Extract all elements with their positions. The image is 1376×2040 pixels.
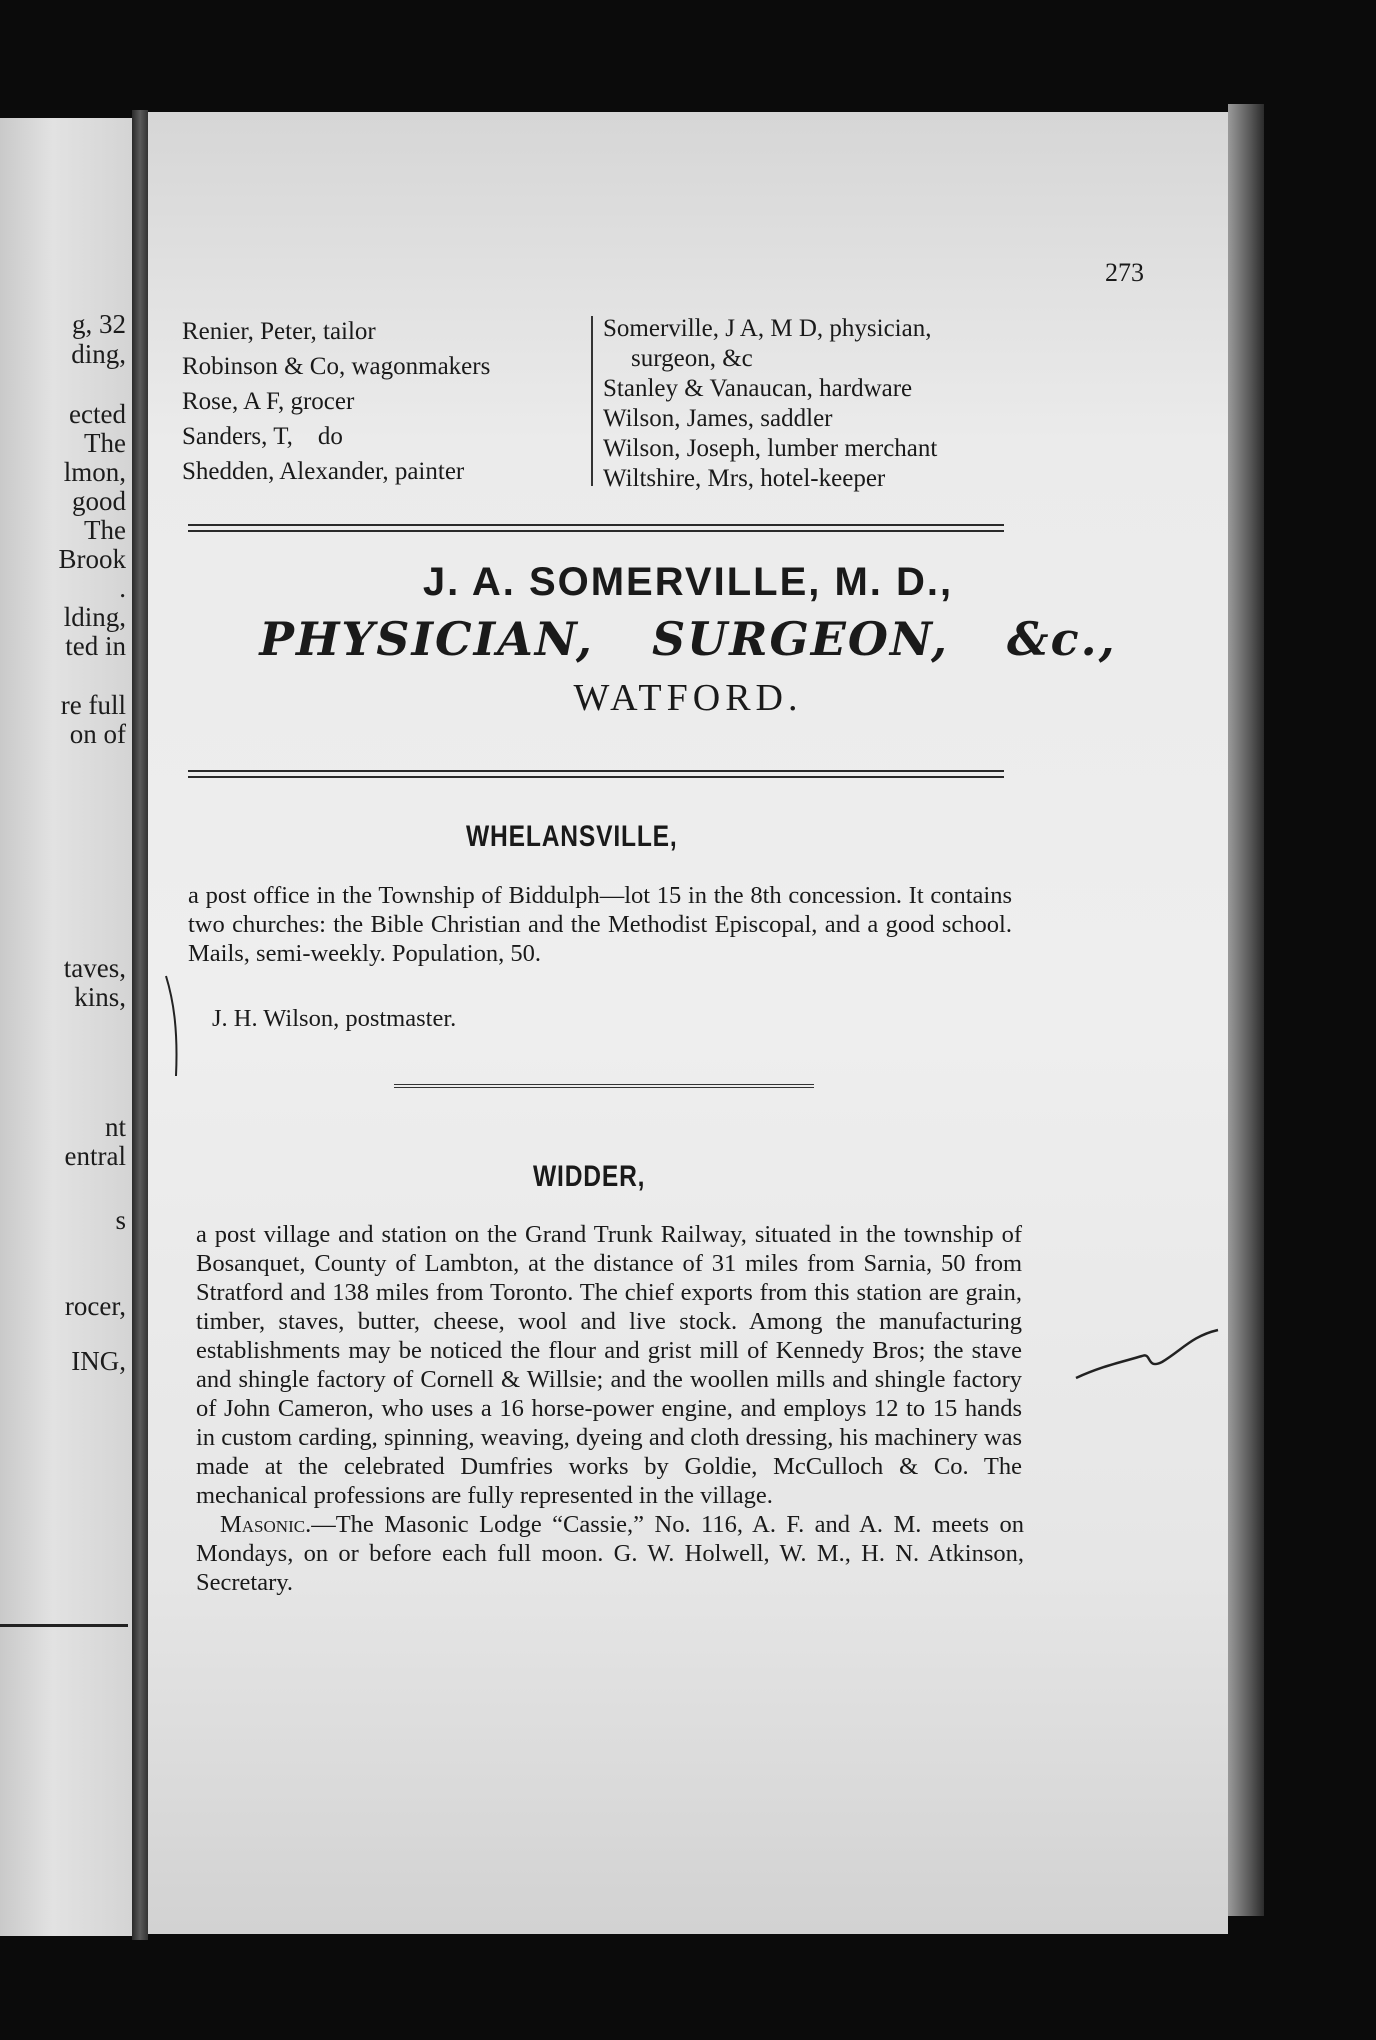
left-fragment-text: rocer, <box>64 1291 126 1321</box>
masonic-label: Masonic. <box>220 1511 312 1538</box>
left-fragment-text: . <box>119 573 126 603</box>
masonic-text: —The Masonic Lodge “Cassie,” No. 116, A. F. and A. M. meets on Mondays, on or before each full moon. G. W. Holwell, W. M., H. N. Atkinson, Secretary. <box>196 1511 1024 1596</box>
left-fragment-text: Brook <box>58 544 126 574</box>
main-page <box>148 112 1228 1934</box>
left-fragment-text: kins, <box>74 982 126 1012</box>
directory-entry: Renier, Peter, tailor <box>182 318 376 345</box>
left-fragment-text: ected <box>69 399 126 429</box>
widder-description: a post village and station on the Grand Trunk Railway, situated in the township of Bosanquet, County of Lambton, at the distance of 31 miles from Sarnia, 50 from Stratford and 138 miles from Toronto. The chief exports from this station are grain, timber, staves, butter, cheese, wool and live stock. Among the manufacturing establishments may be noticed the flour and grist mill of Kennedy Bros; the stave and shingle factory of Cornell & Willsie; and the woollen mills and shingle factory of John Cameron, who uses a 16 horse-power engine, and employs 12 to 15 hands in custom carding, spinning, weaving, dyeing and cloth dressing, his machinery was made at the celebrated Dumfries works by Goldie, McCulloch & Co. The mechanical professions are fully represented in the village. <box>196 1221 1022 1509</box>
directory-entry: Rose, A F, grocer <box>182 388 355 415</box>
directory-entry: Wilson, James, saddler <box>603 405 833 432</box>
left-fragment-text: on of <box>69 719 126 749</box>
left-fragment-text: g, 32 <box>72 309 126 339</box>
whelansville-heading: WHELANSVILLE, <box>466 820 678 853</box>
directory-entry: Sanders, T, do <box>182 423 343 450</box>
directory-entry: Somerville, J A, M D, physician, <box>603 315 932 342</box>
left-fragment-text: s <box>115 1205 126 1235</box>
page-edge <box>1228 104 1264 1916</box>
directory-entry: Robinson & Co, wagonmakers <box>182 353 491 380</box>
widder-heading: WIDDER, <box>533 1160 646 1193</box>
directory-left-column <box>182 314 490 489</box>
page-number: 273 <box>1105 258 1144 287</box>
left-fragment-text: entral <box>64 1141 126 1171</box>
left-page-rule <box>0 1624 128 1627</box>
left-fragment-text: lmon, <box>63 457 126 487</box>
left-fragment-text: taves, <box>63 953 126 983</box>
left-fragment-text: nt <box>104 1112 126 1142</box>
left-fragment-text: ted in <box>65 631 126 661</box>
column-divider <box>591 316 593 486</box>
directory-entry: Wiltshire, Mrs, hotel-keeper <box>603 465 886 492</box>
section-rule <box>188 770 1004 778</box>
advertisement-name: J. A. SOMERVILLE, M. D., <box>422 560 954 604</box>
whelansville-description: a post office in the Township of Biddulph—lot 15 in the 8th concession. It contains two churches: the Bible Christian and the Methodist Episcopal, and a good school. Mails, semi-weekly. Population, 50. <box>188 882 1012 967</box>
pencil-scribble <box>1072 1326 1222 1386</box>
section-rule <box>188 524 1004 532</box>
advertisement-town: WATFORD. <box>573 677 803 719</box>
widder-masonic-paragraph <box>196 1510 1024 1597</box>
advertisement-profession: PHYSICIAN, SURGEON, &c., <box>259 612 1117 666</box>
left-fragment-text: lding, <box>63 602 126 632</box>
left-fragment-text: The <box>84 515 126 545</box>
directory-right-column <box>603 314 937 494</box>
left-fragment-text: ING, <box>71 1346 126 1376</box>
left-fragment-text: good <box>72 486 126 516</box>
section-rule-short <box>394 1084 814 1088</box>
directory-entry-continuation: surgeon, &c <box>631 345 753 372</box>
left-fragment-text: The <box>84 428 126 458</box>
whelansville-postmaster: J. H. Wilson, postmaster. <box>212 1005 457 1032</box>
left-page-fragment <box>0 118 132 1936</box>
directory-entry: Shedden, Alexander, painter <box>182 458 465 485</box>
directory-entry: Wilson, Joseph, lumber merchant <box>603 435 938 462</box>
pencil-mark <box>160 972 190 1082</box>
left-fragment-text: ding, <box>71 339 126 369</box>
left-fragment-text: re full <box>60 690 126 720</box>
book-gutter <box>132 110 148 1940</box>
directory-entry: Stanley & Vanaucan, hardware <box>603 375 913 402</box>
